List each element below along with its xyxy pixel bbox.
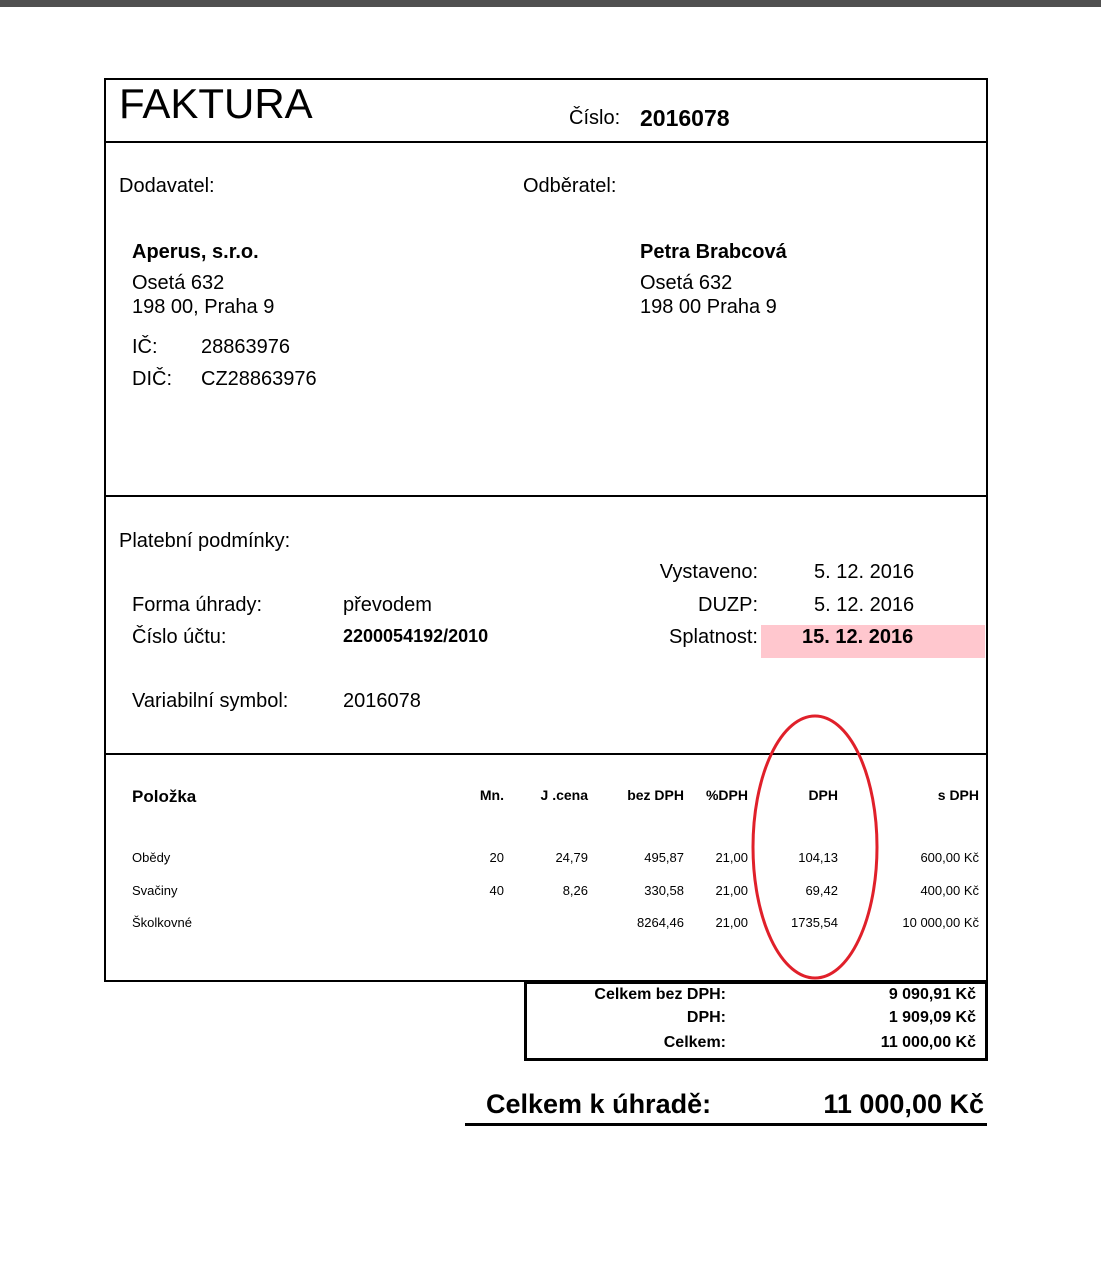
customer-city: 198 00 Praha 9 [640,296,777,318]
col-header-vat: DPH [808,787,838,803]
payment-method-label: Forma úhrady: [132,594,263,616]
row-vat: 69,42 [805,883,838,898]
annotation-ellipse [740,710,890,985]
total-net-label: Celkem bez DPH: [594,986,726,1003]
variable-symbol-label: Variabilní symbol: [132,690,289,712]
col-header-qty: Mn. [479,787,504,803]
amount-due-value: 11 000,00 Kč [823,1089,984,1119]
total-vat: 1 909,09 Kč [888,1009,976,1026]
supplier-ic-label: IČ: [132,336,158,358]
row-qty: 20 [489,850,504,865]
row-vat-rate: 21,00 [715,883,748,898]
supplier-dic: CZ28863976 [201,368,317,390]
supplier-city: 198 00, Praha 9 [132,296,275,318]
duzp-date: 5. 12. 2016 [814,594,915,616]
row-gross: 400,00 Kč [920,883,979,898]
duzp-label: DUZP: [698,594,758,616]
total-value: 11 000,00 Kč [880,1034,976,1051]
row-qty: 40 [489,883,504,898]
invoice-number-label: Číslo: [569,107,621,129]
row-item: Obědy [132,850,171,865]
account-label: Číslo účtu: [132,626,227,648]
row-unit-price: 24,79 [555,850,588,865]
row-item: Svačiny [132,883,178,898]
row-vat: 104,13 [798,850,838,865]
col-header-unit-price: J .cena [540,787,588,803]
col-header-item: Položka [132,787,197,806]
row-gross: 600,00 Kč [920,850,979,865]
row-vat-rate: 21,00 [715,915,748,930]
due-label: Splatnost: [669,626,758,648]
row-gross: 10 000,00 Kč [902,915,979,930]
customer-label: Odběratel: [523,175,617,197]
invoice-number: 2016078 [640,105,730,131]
row-vat-rate: 21,00 [715,850,748,865]
col-header-gross: s DPH [937,787,979,803]
due-date: 15. 12. 2016 [802,626,914,648]
total-net: 9 090,91 Kč [888,986,976,1003]
row-net: 495,87 [644,850,684,865]
row-unit-price: 8,26 [562,883,588,898]
row-net: 330,58 [644,883,684,898]
issued-date: 5. 12. 2016 [814,561,915,583]
supplier-name: Aperus, s.r.o. [132,241,259,263]
total-vat-label: DPH: [686,1009,726,1026]
variable-symbol: 2016078 [343,690,421,712]
issued-label: Vystaveno: [659,561,758,583]
supplier-street: Osetá 632 [132,272,225,294]
col-header-net: bez DPH [627,787,684,803]
window-top-bar [0,0,1101,7]
total-label: Celkem: [663,1034,726,1051]
supplier-dic-label: DIČ: [132,368,172,390]
col-header-vat-rate: %DPH [705,787,748,803]
divider-header [104,141,988,143]
supplier-ic: 28863976 [201,336,290,358]
account-number: 2200054192/2010 [343,626,489,646]
invoice-title: FAKTURA [119,80,313,127]
payment-method: převodem [343,594,432,616]
row-net: 8264,46 [637,915,684,930]
row-vat: 1735,54 [791,915,838,930]
amount-due-underline [465,1123,987,1126]
customer-street: Osetá 632 [640,272,733,294]
row-item: Školkovné [132,915,192,930]
customer-name: Petra Brabcová [640,241,787,263]
supplier-label: Dodavatel: [119,175,215,197]
divider-parties [104,495,988,497]
payment-terms-label: Platební podmínky: [119,530,291,552]
amount-due-label: Celkem k úhradě: [486,1089,712,1119]
